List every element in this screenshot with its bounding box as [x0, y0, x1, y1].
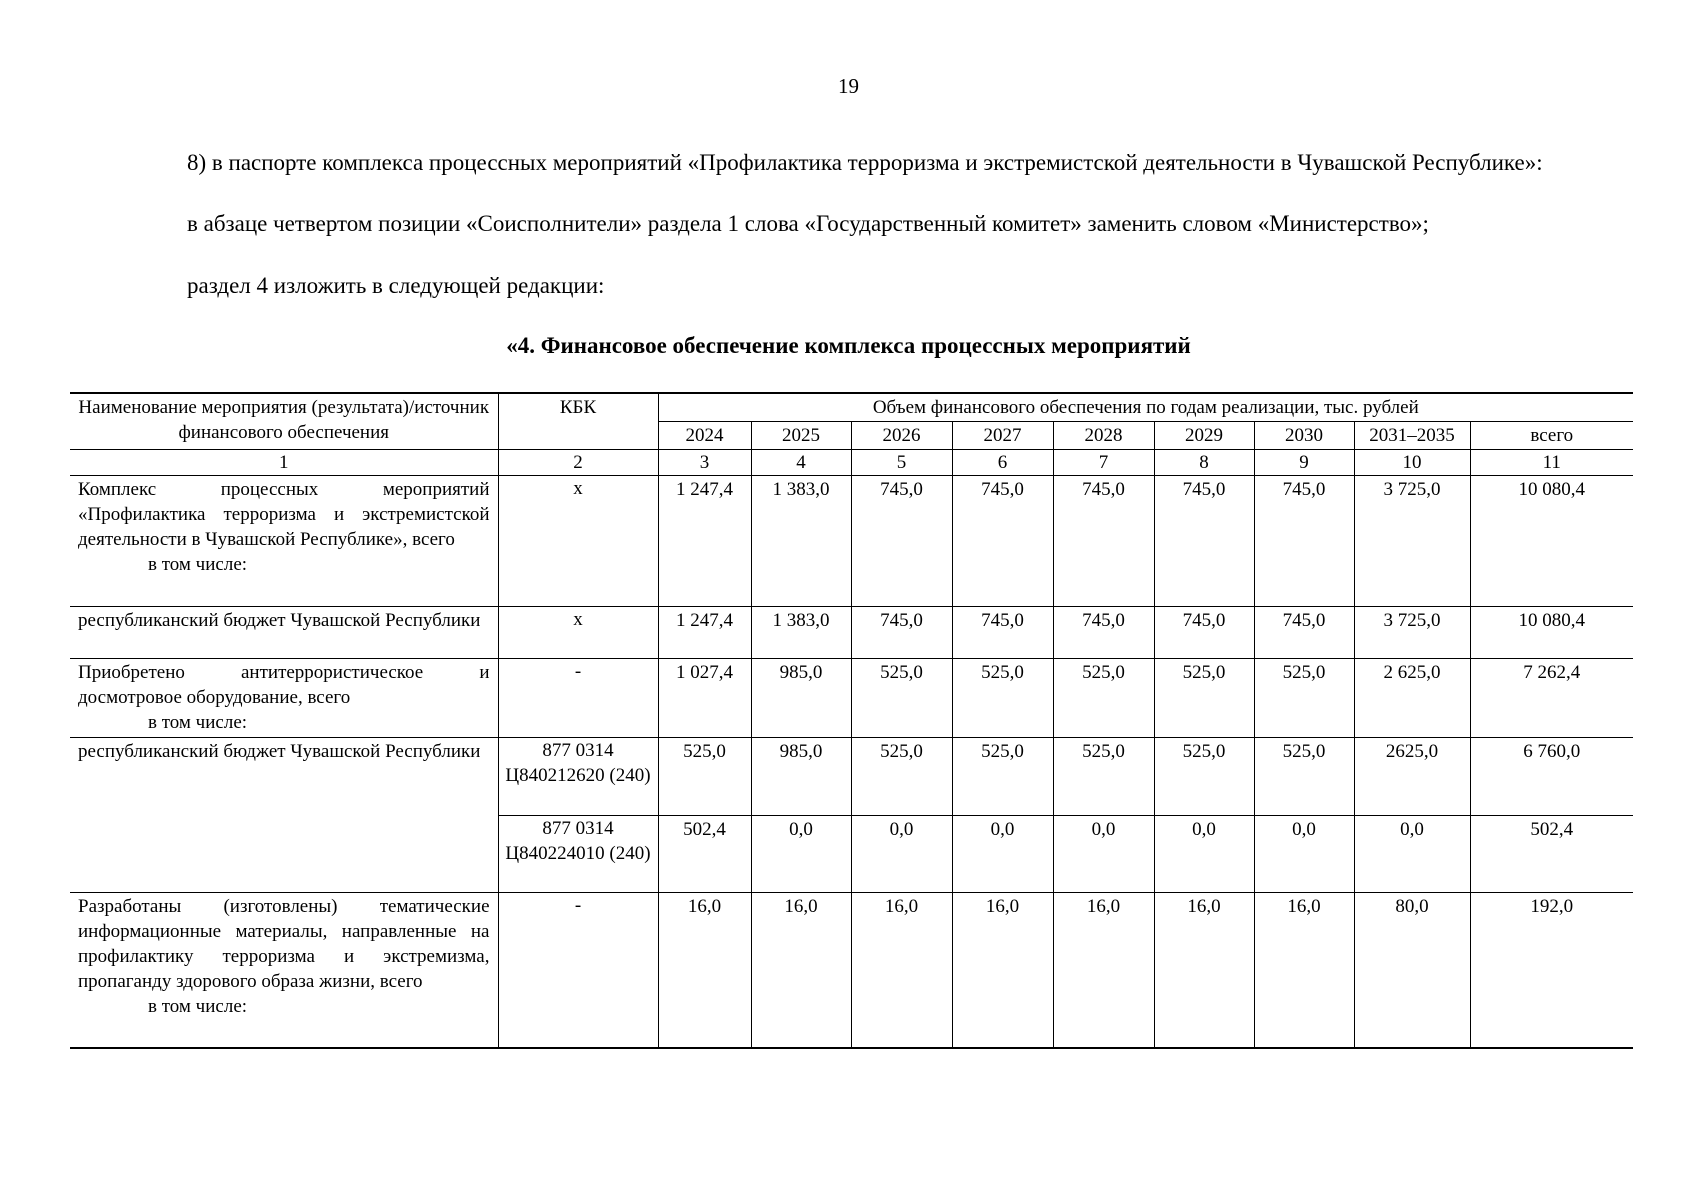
row-name-cell	[70, 476, 498, 607]
header-year: 2030	[1254, 422, 1354, 450]
row-value: 745,0	[1053, 607, 1154, 659]
row-value: 1 027,4	[658, 659, 751, 738]
row-value: 745,0	[952, 476, 1053, 607]
row-value: 745,0	[1154, 476, 1254, 607]
col-number: 2	[498, 450, 658, 476]
col-number: 6	[952, 450, 1053, 476]
row-kbk: -	[498, 659, 658, 738]
row-value: 16,0	[1154, 893, 1254, 1048]
row-kbk: 877 0314 Ц840224010 (240)	[498, 816, 658, 893]
row-value: 16,0	[851, 893, 952, 1048]
row-value: 525,0	[1154, 738, 1254, 816]
row-total: 7 262,4	[1470, 659, 1633, 738]
row-total: 10 080,4	[1470, 476, 1633, 607]
row-value: 525,0	[1053, 738, 1154, 816]
row-value: 2625,0	[1354, 738, 1470, 816]
row-value: 985,0	[751, 659, 851, 738]
row-value: 3 725,0	[1354, 476, 1470, 607]
row-value: 16,0	[1254, 893, 1354, 1048]
col-number: 11	[1470, 450, 1633, 476]
header-year: 2028	[1053, 422, 1154, 450]
row-value: 3 725,0	[1354, 607, 1470, 659]
col-number: 1	[70, 450, 498, 476]
row-name: республиканский бюджет Чувашской Республики	[78, 741, 481, 762]
row-value: 525,0	[658, 738, 751, 816]
col-number: 5	[851, 450, 952, 476]
row-total: 10 080,4	[1470, 607, 1633, 659]
col-number: 9	[1254, 450, 1354, 476]
page-number: 19	[838, 74, 859, 98]
header-name-col: Наименование мероприятия (результата)/источник финансового обеспечения	[70, 393, 498, 450]
row-value: 525,0	[1254, 659, 1354, 738]
row-value: 0,0	[751, 816, 851, 893]
section-title: «4. Финансовое обеспечение комплекса процессных мероприятий	[506, 333, 1191, 358]
row-value: 502,4	[658, 816, 751, 893]
row-value: 0,0	[1254, 816, 1354, 893]
header-volume-col: Объем финансового обеспечения по годам реализации, тыс. рублей	[658, 393, 1633, 422]
row-value: 0,0	[1354, 816, 1470, 893]
row-value: 525,0	[952, 659, 1053, 738]
row-value: 16,0	[658, 893, 751, 1048]
col-number: 8	[1154, 450, 1254, 476]
row-value: 80,0	[1354, 893, 1470, 1048]
row-value: 525,0	[952, 738, 1053, 816]
row-name: республиканский бюджет Чувашской Республики	[78, 610, 481, 631]
table-row	[70, 893, 1633, 1048]
col-number: 4	[751, 450, 851, 476]
row-total: 192,0	[1470, 893, 1633, 1048]
row-sub-label: в том числе:	[148, 996, 248, 1017]
table-row	[70, 476, 1633, 607]
row-value: 745,0	[851, 476, 952, 607]
table-header-row	[70, 393, 1633, 422]
row-value: 0,0	[1053, 816, 1154, 893]
header-year: 2025	[751, 422, 851, 450]
row-name-cell	[70, 607, 498, 659]
row-value: 16,0	[952, 893, 1053, 1048]
row-name-cell	[70, 893, 498, 1048]
row-value: 1 383,0	[751, 607, 851, 659]
table-col-numbers-row	[70, 450, 1633, 476]
header-year: 2024	[658, 422, 751, 450]
row-sub-label: в том числе:	[148, 554, 248, 575]
row-value: 525,0	[851, 659, 952, 738]
row-value: 525,0	[1154, 659, 1254, 738]
row-name-cell	[70, 738, 498, 893]
row-value: 525,0	[1053, 659, 1154, 738]
row-value: 1 383,0	[751, 476, 851, 607]
table-row	[70, 738, 1633, 816]
paragraph-amendment-8: 8) в паспорте комплекса процессных мероприятий «Профилактика терроризма и экстремистской деятельности в Чувашской Республике»:	[187, 150, 1543, 175]
row-name: Разработаны (изготовлены) тематические информационные материалы, направленные на профилактику терроризма и экстремизма, пропаганду здорового образа жизни, всего	[78, 896, 490, 992]
header-year: 2029	[1154, 422, 1254, 450]
row-kbk: 877 0314 Ц840212620 (240)	[498, 738, 658, 816]
row-value: 16,0	[1053, 893, 1154, 1048]
row-total: 502,4	[1470, 816, 1633, 893]
table-row	[70, 659, 1633, 738]
row-value: 1 247,4	[658, 607, 751, 659]
financing-table	[70, 392, 1633, 1049]
table-row	[70, 607, 1633, 659]
paragraph-section-4-intro: раздел 4 изложить в следующей редакции:	[187, 273, 605, 298]
row-value: 2 625,0	[1354, 659, 1470, 738]
row-value: 525,0	[1254, 738, 1354, 816]
row-kbk: х	[498, 476, 658, 607]
row-value: 745,0	[1154, 607, 1254, 659]
header-kbk-col: КБК	[498, 393, 658, 450]
row-value: 0,0	[1154, 816, 1254, 893]
header-year: 2031–2035	[1354, 422, 1470, 450]
header-year: 2026	[851, 422, 952, 450]
row-value: 525,0	[851, 738, 952, 816]
row-total: 6 760,0	[1470, 738, 1633, 816]
row-name-cell	[70, 659, 498, 738]
row-kbk: -	[498, 893, 658, 1048]
row-value: 0,0	[952, 816, 1053, 893]
row-kbk: х	[498, 607, 658, 659]
row-value: 16,0	[751, 893, 851, 1048]
row-value: 745,0	[952, 607, 1053, 659]
col-number: 3	[658, 450, 751, 476]
row-sub-label: в том числе:	[148, 712, 248, 733]
row-value: 745,0	[1053, 476, 1154, 607]
row-name: Приобретено антитеррористическое и досмотровое оборудование, всего	[78, 662, 490, 708]
col-number: 10	[1354, 450, 1470, 476]
row-value: 745,0	[851, 607, 952, 659]
row-value: 745,0	[1254, 607, 1354, 659]
paragraph-replace-words: в абзаце четвертом позиции «Соисполнители» раздела 1 слова «Государственный комитет» заменить словом «Министерство»;	[187, 211, 1429, 236]
row-value: 0,0	[851, 816, 952, 893]
row-value: 745,0	[1254, 476, 1354, 607]
row-name: Комплекс процессных мероприятий «Профилактика терроризма и экстремистской деятельности в Чувашской Республике», всего	[78, 479, 490, 550]
header-total: всего	[1470, 422, 1633, 450]
row-value: 985,0	[751, 738, 851, 816]
header-year: 2027	[952, 422, 1053, 450]
col-number: 7	[1053, 450, 1154, 476]
row-value: 1 247,4	[658, 476, 751, 607]
